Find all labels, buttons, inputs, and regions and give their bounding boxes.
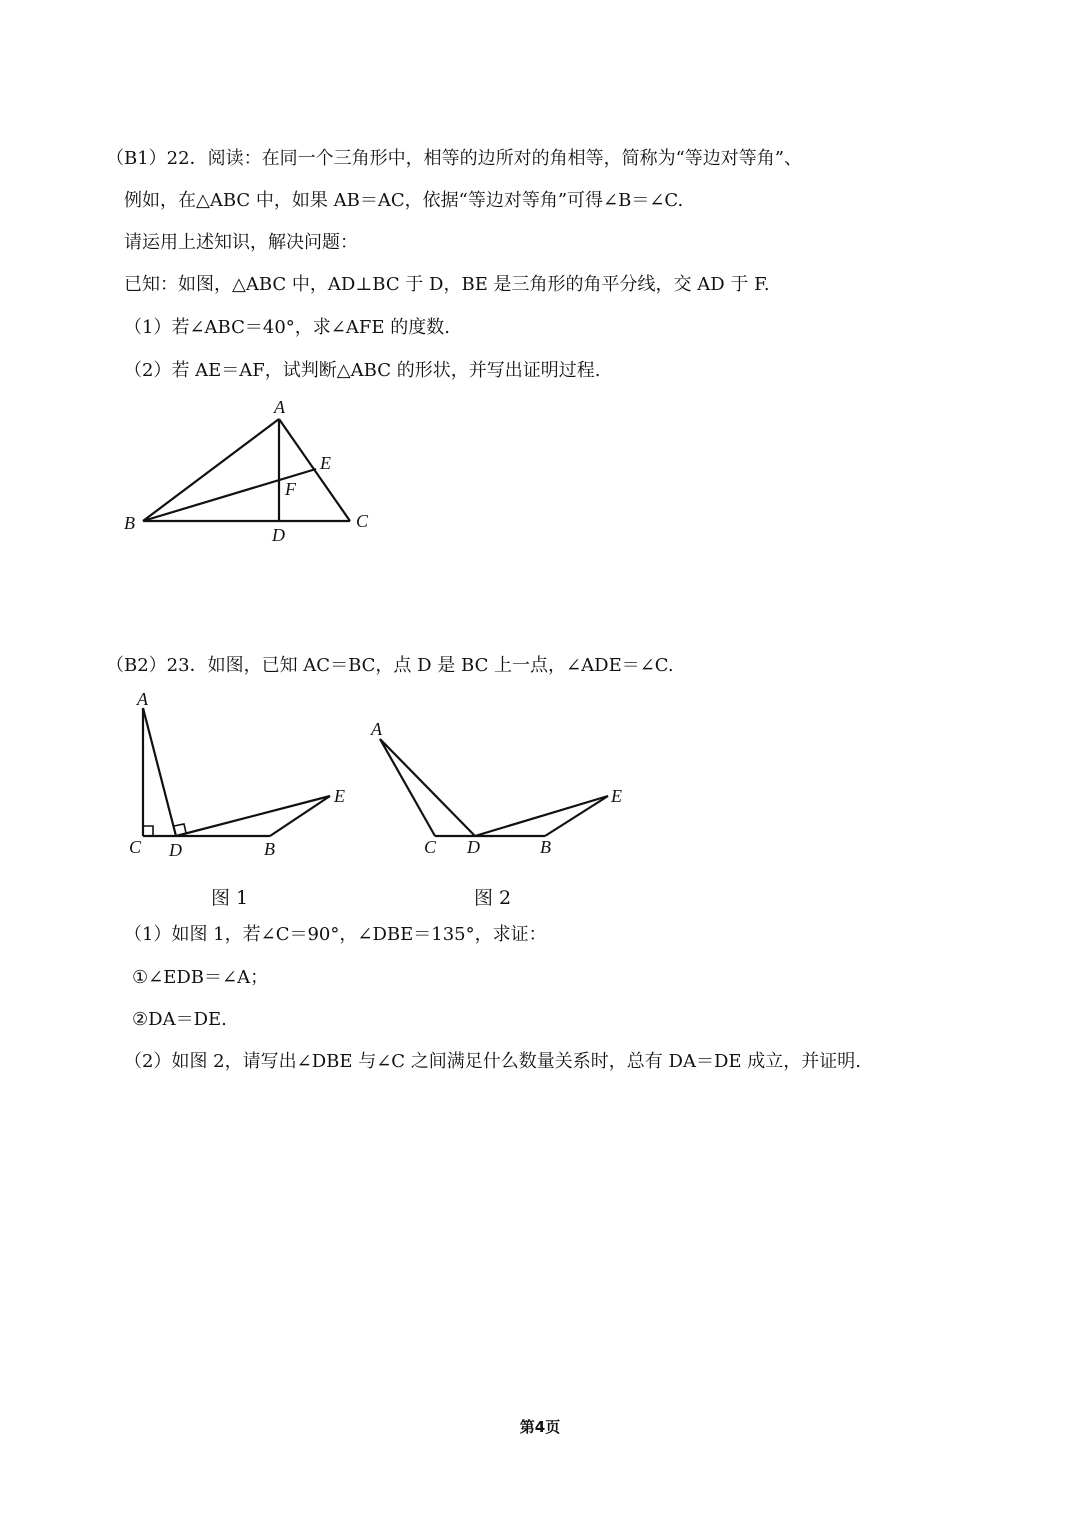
fig2-label-e: E [611, 786, 622, 806]
q23-part-1-a: ①∠EDB＝∠A； [132, 967, 269, 988]
q23-part-1-b: ②DA＝DE. [132, 1009, 227, 1030]
q22-label-e: E [320, 453, 331, 473]
fig2-label-b: B [540, 837, 551, 857]
fig2-label-d: D [467, 837, 480, 857]
segment-ab [143, 419, 279, 521]
q22-part-1: （1）若∠ABC＝40°，求∠AFE 的度数. [124, 317, 450, 338]
fig2-segment-de [475, 796, 608, 836]
q22-line-1: （B1）22．阅读：在同一个三角形中，相等的边所对的角相等，简称为“等边对等角”、 [106, 148, 802, 169]
fig2-label-c: C [424, 837, 437, 857]
fig1-label-d: D [169, 840, 182, 860]
q23-line-1: （B2）23．如图，已知 AC＝BC，点 D 是 BC 上一点，∠ADE＝∠C. [106, 655, 674, 676]
fig1-label-a: A [137, 689, 148, 709]
fig1-caption: 图 1 [211, 887, 249, 909]
fig1-segment-ad [143, 708, 176, 836]
q22-line-4: 已知：如图，△ABC 中，AD⊥BC 于 D，BE 是三角形的角平分线，交 AD 于 F. [124, 274, 770, 295]
fig2-label-a: A [371, 719, 382, 739]
fig1-segment-be [270, 796, 330, 836]
q22-label-a: A [274, 397, 285, 417]
fig1-label-c: C [129, 837, 142, 857]
fig2-segment-be [545, 796, 608, 836]
fig1-right-angle-c [143, 826, 153, 836]
q22-label-c: C [356, 511, 369, 531]
q22-label-d: D [272, 525, 285, 545]
q22-line-3: 请运用上述知识，解决问题： [124, 232, 358, 253]
fig1-label-b: B [264, 839, 275, 859]
fig1-segment-de [176, 796, 330, 836]
q23-part-1: （1）如图 1，若∠C＝90°，∠DBE＝135°，求证： [124, 924, 547, 945]
q23-part-2: （2）如图 2，请写出∠DBE 与∠C 之间满足什么数量关系时，总有 DA＝DE 成立，并证明. [124, 1051, 861, 1072]
page-number: 第4页 [519, 1418, 561, 1436]
q22-part-2: （2）若 AE＝AF，试判断△ABC 的形状，并写出证明过程. [124, 360, 601, 381]
q22-line-2: 例如，在△ABC 中，如果 AB＝AC，依据“等边对等角”可得∠B＝∠C. [124, 190, 684, 211]
fig1-label-e: E [334, 786, 345, 806]
q22-label-b: B [124, 513, 135, 533]
q23-figure-2 [380, 739, 608, 836]
fig2-caption: 图 2 [474, 887, 512, 909]
q23-figure-1 [143, 708, 330, 836]
q22-label-f: F [285, 479, 296, 499]
